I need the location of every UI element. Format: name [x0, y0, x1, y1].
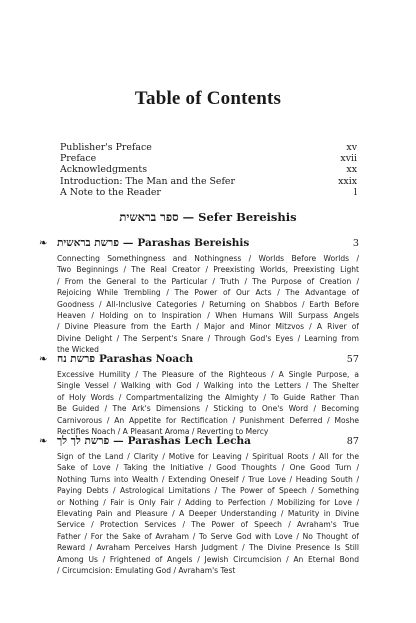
topic-line: Divine Delight / The Serpent's Snare / Through God's Eyes / Learning from: [57, 333, 359, 343]
topic-line: Nothing Turns into Wealth / Extending Oneself / True Love / Heading South /: [57, 474, 359, 484]
front-matter-label: Preface: [60, 153, 97, 165]
parasha-page-number: 3: [352, 237, 359, 249]
topic-list: [57, 369, 359, 437]
front-matter-page: xvii: [340, 153, 357, 165]
topic-line: Two Beginnings / The Real Creator / Preexisting Worlds, Preexisting Light: [57, 265, 359, 275]
book-separator: —: [182, 210, 195, 224]
front-matter-label: Publisher's Preface: [60, 142, 152, 153]
parasha-heading[interactable]: [39, 434, 359, 448]
topic-line: Sake of Love / Taking the Initiative / Good Thoughts / One Good Turn /: [57, 463, 359, 473]
book-hebrew-title: ספר בראשית: [119, 210, 179, 224]
parasha-section-bereishis: [39, 236, 359, 356]
front-matter-label: A Note to the Reader: [60, 186, 161, 198]
parasha-hebrew-title: פרשת לך לך: [57, 435, 110, 447]
fleuron-icon: ❧: [39, 435, 48, 447]
topic-line: Excessive Humility / The Pleasure of the Righteous / A Single Purpose, a: [57, 370, 359, 379]
topic-list: [57, 253, 359, 356]
page-title: Table of Contents: [134, 88, 282, 109]
fleuron-icon: ❧: [39, 353, 48, 365]
topic-line: Elevating Pain and Pleasure / A Deeper Understanding / Maturity in Divine: [57, 509, 359, 519]
front-matter-label: Introduction: The Man and the Sefer: [60, 175, 235, 187]
topic-line: Connecting Somethingness and Nothingness / Worlds Before Worlds /: [57, 254, 359, 263]
topic-line: Father / For the Sake of Avraham / To Serve God with Love / No Thought of: [57, 531, 359, 541]
topic-line: Rejoicing While Trembling / The Power of Our Acts / The Advantage of: [57, 288, 359, 298]
topic-line: or Nothing / Fair is Only Fair / Adding to Perfection / Mobilizing for Love /: [57, 497, 359, 507]
parasha-heading[interactable]: [39, 352, 359, 366]
parasha-page-number: 87: [346, 435, 359, 447]
front-matter-item[interactable]: [60, 142, 357, 153]
topic-line: Reward / Avraham Perceives Harsh Judgment / The Divine Presence Is Still: [57, 543, 359, 553]
front-matter-page: xxix: [338, 175, 357, 187]
topic-list: [57, 451, 359, 576]
topic-line: Be Guided / The Ark's Dimensions / Sticking to One's Word / Becoming: [57, 404, 359, 414]
front-matter-item[interactable]: [60, 176, 357, 187]
topic-line: / Circumcision: Emulating God / Avraham's Test: [57, 566, 236, 576]
topic-line: Single Vessel / Walking with God / Walking into the Letters / The Shelter: [57, 381, 359, 391]
front-matter-list: [60, 142, 357, 198]
front-matter-page: l: [354, 186, 357, 198]
topic-line: Heaven / Holding on to Inspiration / When Humans Will Surpass Angels: [57, 311, 359, 321]
topic-line: Carnivorous / An Appetite for Rectification / Punishment Deferred / Moshe: [57, 415, 359, 425]
parasha-page-number: 57: [346, 353, 359, 365]
book-english-title: Sefer Bereishis: [198, 210, 297, 224]
parasha-section-noach: [39, 352, 359, 437]
front-matter-page: xv: [346, 142, 357, 153]
front-matter-item[interactable]: [60, 153, 357, 164]
topic-line: Service / Protection Services / The Power of Speech / Avraham's True: [57, 520, 359, 530]
topic-line: / Divine Pleasure from the Earth / Major and Minor Mitzvos / A River of: [57, 322, 359, 332]
topic-line: Rectifies Noach / A Pleasant Aroma / Reverting to Mercy: [57, 427, 269, 437]
parasha-english-title: Parashas Bereishis: [137, 237, 250, 249]
topic-line: Paying Debts / Astrological Limitations / The Power of Speech / Something: [57, 486, 359, 496]
parasha-english-title: Parashas Lech Lecha: [127, 435, 251, 447]
topic-line: the Wicked: [57, 345, 99, 355]
parasha-english-title: Parashas Noach: [99, 353, 194, 365]
topic-line: Goodness / All-Inclusive Categories / Returning on Shabbos / Earth Before: [57, 299, 359, 309]
front-matter-item[interactable]: [60, 187, 357, 198]
parasha-separator: —: [113, 435, 124, 447]
topic-line: / From the General to the Particular / Truth / The Purpose of Creation /: [57, 276, 359, 286]
parasha-hebrew-title: פרשת בראשית: [57, 237, 119, 249]
front-matter-label: Acknowledgments: [60, 164, 148, 176]
topic-line: of Holy Words / Compartmentalizing the Almighty / To Guide Rather Than: [57, 392, 359, 402]
front-matter-page: xx: [346, 164, 357, 176]
parasha-separator: —: [122, 237, 134, 249]
parasha-heading[interactable]: [39, 236, 359, 250]
parasha-hebrew-title: פרשת נח: [57, 353, 95, 365]
parasha-section-lech-lecha: [39, 434, 359, 576]
topic-line: Among Us / Frightened of Angels / Jewish Circumcision / An Eternal Bond: [57, 554, 359, 564]
book-heading: [0, 210, 416, 224]
topic-line: Sign of the Land / Clarity / Motive for Leaving / Spiritual Roots / All for the: [57, 452, 359, 461]
front-matter-item[interactable]: [60, 164, 357, 175]
fleuron-icon: ❧: [39, 237, 48, 249]
